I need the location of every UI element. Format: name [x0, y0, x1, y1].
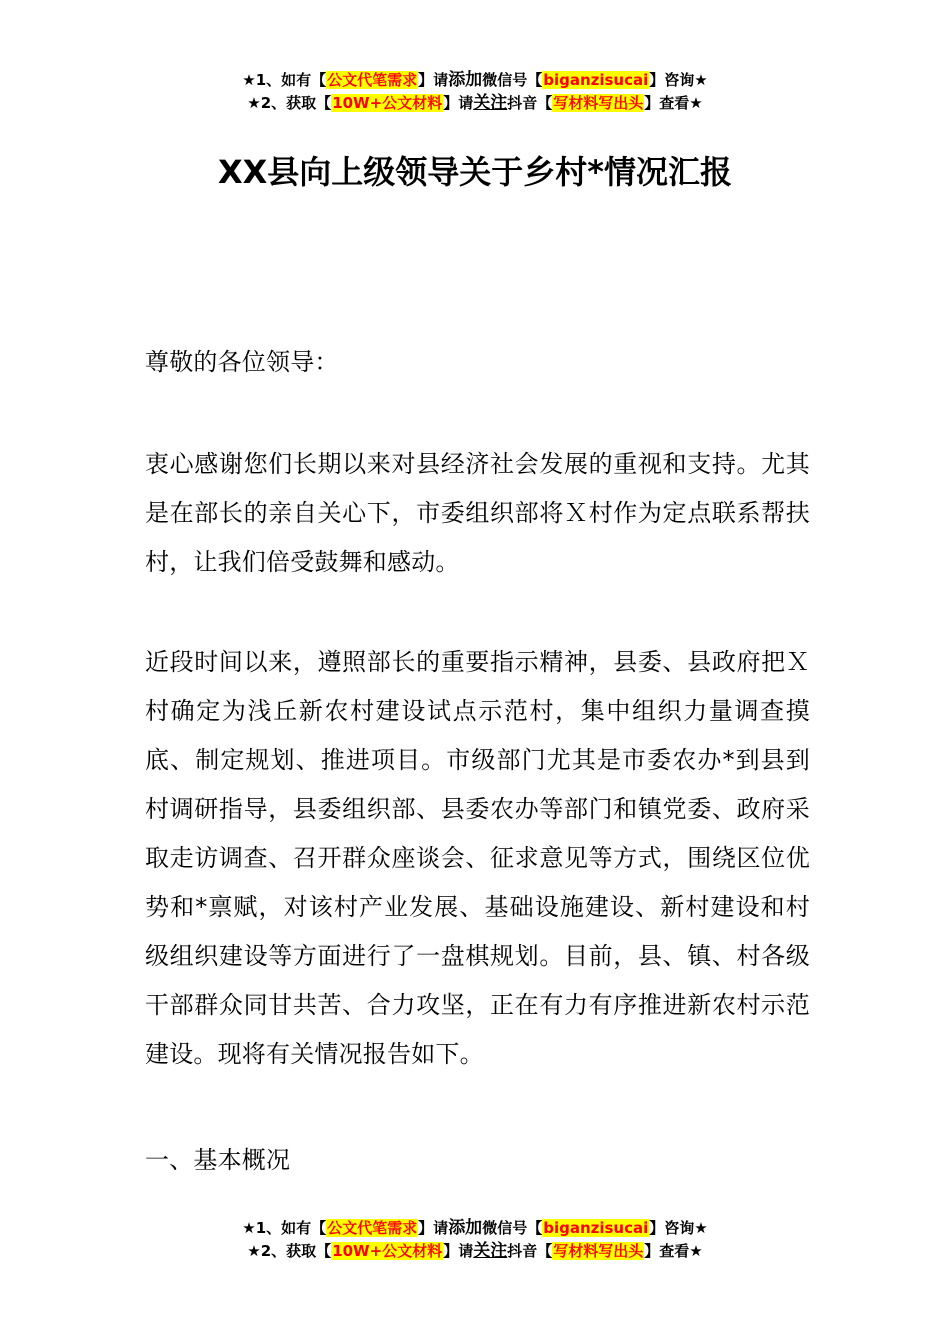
promo-highlight-materials: 10W+公文材料	[332, 1242, 443, 1260]
document-title: XX县向上级领导关于乡村*情况汇报	[217, 153, 733, 191]
header-promo-banner	[0, 69, 950, 115]
promo-line-1: ★1、如有【公文代笔需求】请添加微信号【biganzisucai】咨询★	[242, 70, 708, 90]
section-heading: 一、基本概况	[145, 1146, 291, 1174]
promo-highlight-wechat-id: biganzisucai	[543, 71, 649, 89]
promo-highlight-douyin: 写材料写出头	[553, 1242, 644, 1260]
paragraph-2: 近段时间以来，遵照部长的重要指示精神，县委、县政府把Ｘ村确定为浅丘新农村建设试点示范村，集中组织力量调查摸底、制定规划、推进项目。市级部门尤其是市委农办*到县到村调研指导，县委组织部、县委农办等部门和镇党委、政府采取走访调查、召开群众座谈会、征求意见等方式，围绕区位优势和*禀赋，对该村产业发展、基础设施建设、新村建设和村级组织建设等方面进行了一盘棋规划。目前，县、镇、村各级干部群众同甘共苦、合力攻坚，正在有力有序推进新农村示范建设。现将有关情况报告如下。	[145, 648, 810, 1068]
promo-highlight-service: 公文代笔需求	[327, 71, 418, 89]
promo-highlight-douyin: 写材料写出头	[553, 94, 644, 112]
promo-line-1: ★1、如有【公文代笔需求】请添加微信号【biganzisucai】咨询★	[242, 1218, 708, 1238]
footer-promo-banner	[0, 1217, 950, 1263]
promo-highlight-wechat-id: biganzisucai	[543, 1219, 649, 1237]
paragraph-1: 衷心感谢您们长期以来对县经济社会发展的重视和支持。尤其是在部长的亲自关心下，市委组织部将Ｘ村作为定点联系帮扶村，让我们倍受鼓舞和感动。	[145, 450, 810, 576]
promo-highlight-materials: 10W+公文材料	[332, 94, 443, 112]
salutation: 尊敬的各位领导：	[145, 348, 339, 376]
promo-highlight-service: 公文代笔需求	[327, 1219, 418, 1237]
promo-line-2: ★2、获取【10W+公文材料】请关注抖音【写材料写出头】查看★	[247, 1241, 703, 1261]
promo-line-2: ★2、获取【10W+公文材料】请关注抖音【写材料写出头】查看★	[247, 93, 703, 113]
